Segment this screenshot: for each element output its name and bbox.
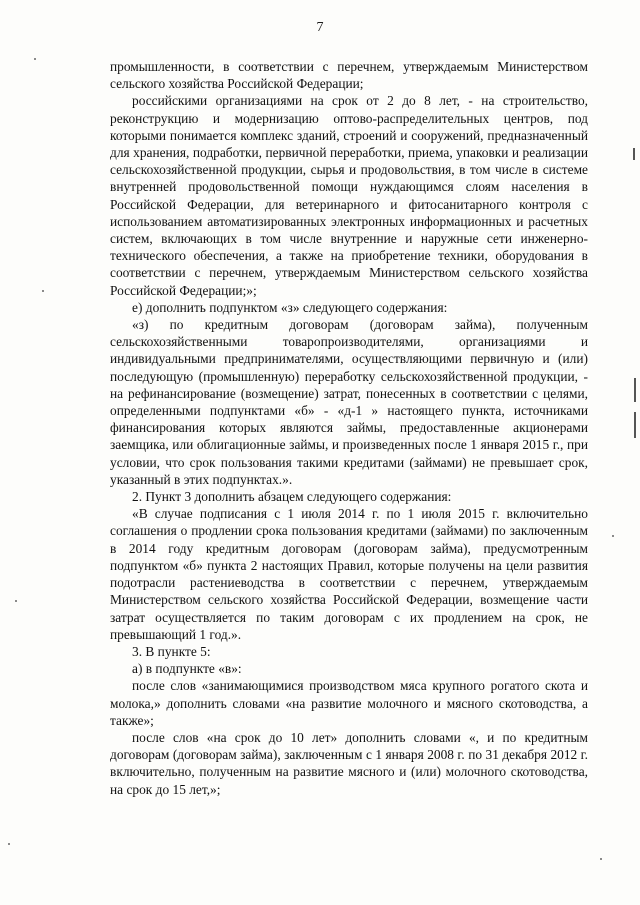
scan-dot-2 — [42, 290, 44, 292]
paragraph-subitem-e: е) дополнить подпунктом «з» следующего содержания: — [132, 299, 448, 315]
scan-mark-right-1 — [633, 148, 635, 160]
paragraph-item-2: 2. Пункт 3 дополнить абзацем следующего содержания: — [132, 489, 452, 505]
paragraph-after-words-2: после слов «на срок до 10 лет» дополнить словами «, и по кредитным договорам (договорам займа), заключенным с 1 января 2008 г. по 31 декабря 2012 г. включительно, полученным на развитие мясного и (или) молочного скотоводства, на срок до 15 лет,»; — [110, 729, 588, 797]
scan-dot-3 — [15, 600, 17, 602]
paragraph-quoted-addition: «В случае подписания с 1 июля 2014 г. по 1 июля 2015 г. включительно соглашения о продлении срока пользования кредитами (займами) по заключенным в 2014 году кредитным договорам (договорам займа), предусмотренным подпунктом «б» пункта 2 настоящих Правил, которые получены на цели развития подотрасли растениеводства в соответствии с перечнем, утверждаемым Министерством сельского хозяйства Российской Федерации, возмещение части затрат осуществляется по таким договорам с их продлением на срок, не превышающий 1 год.». — [110, 506, 588, 642]
scan-mark-right-3 — [634, 412, 636, 438]
paragraph-after-words-1: после слов «занимающимися производством мяса крупного рогатого скота и молока,» дополнить словами «на развитие молочного и мясного скотоводства, а также»; — [110, 678, 588, 728]
paragraph-item-3: 3. В пункте 5: — [132, 643, 211, 659]
scan-dot-5 — [612, 535, 614, 537]
paragraph-continuation: промышленности, в соответствии с перечнем, утверждаемым Министерством сельского хозяйства Российской Федерации; — [110, 59, 588, 92]
scan-dot-1 — [34, 58, 36, 60]
page-number: 7 — [316, 20, 324, 35]
paragraph-subitem-z: «з) по кредитным договорам (договорам займа), полученным сельскохозяйственными товаропроизводителями, организациями и индивидуальными предпринимателями, осуществляющими первичную и (или) последующую (промышленную) переработку сельскохозяйственной продукции, - на рефинансирование (возмещение) затрат, понесенных в соответствии с целями, определенными подпунктами «б» - «д-1 » настоящего пункта, источниками финансирования которых являются займы, предоставленные акционерами заемщика, или облигационные займы, и произведенных после 1 января 2015 г., при условии, что срок пользования такими кредитами (займами) не превышает срок, указанный в этих подпунктах.». — [110, 317, 588, 487]
scan-mark-right-2 — [634, 378, 636, 402]
paragraph-subitem-a: а) в подпункте «в»: — [132, 661, 242, 677]
scan-dot-4 — [8, 843, 10, 845]
document-body — [110, 58, 588, 798]
paragraph-russian-organizations: российскими организациями на срок от 2 до 8 лет, - на строительство, реконструкцию и модернизацию оптово-распределительных центров, под которыми понимается комплекс зданий, строений и сооружений, предназначенный для хранения, подработки, первичной переработки, приема, упаковки и реализации сельскохозяйственной продукции, сырья и продовольствия, в том числе в системе внутренней продовольственной помощи нуждающимся слоям населения в Российской Федерации, для ветеринарного и фитосанитарного контроля с использованием автоматизированных электронных информационных и расчетных систем, включающих в том числе внутренние и наружные сети инженерно-технического обеспечения, а также на приобретение техники, оборудования в соответствии с перечнем, утверждаемым Министерством сельского хозяйства Российской Федерации;»; — [110, 93, 588, 298]
scan-dot-6 — [600, 858, 602, 860]
